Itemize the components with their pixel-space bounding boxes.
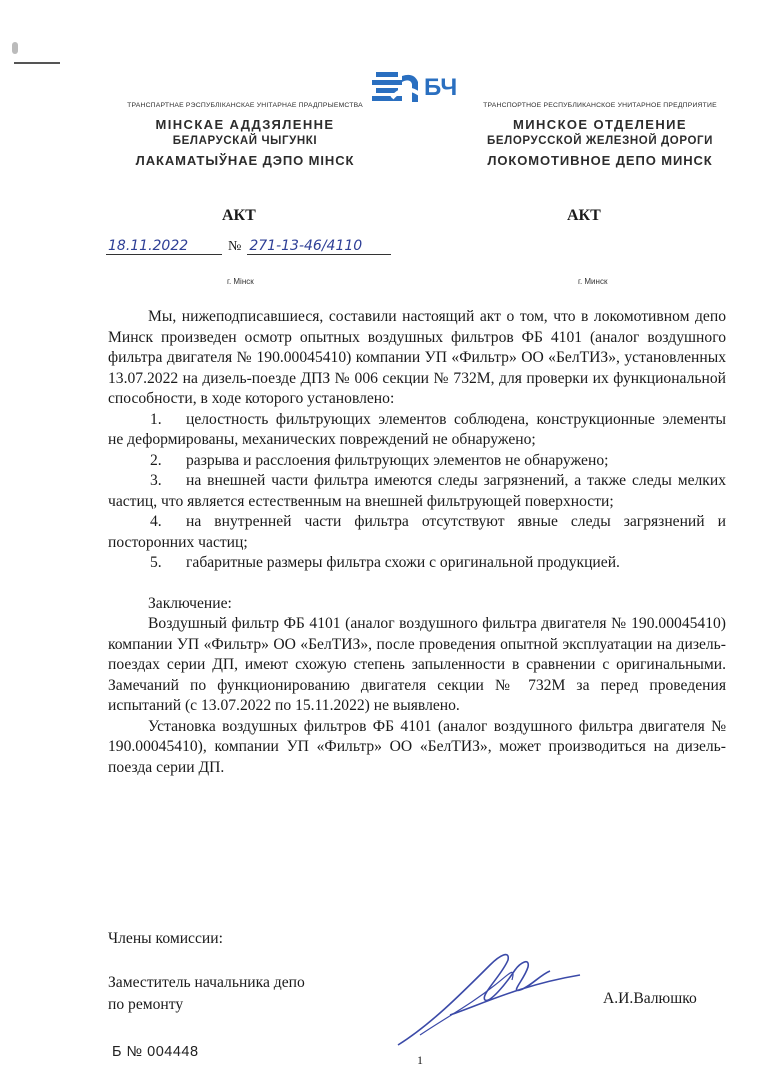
act-date: 18.11.2022 (106, 238, 222, 255)
list-item: 5. габаритные размеры фильтра схожи с оригинальной продукцией. (150, 554, 620, 571)
header-right (450, 102, 750, 171)
header-left-org-type: ТРАНСПАРТНАЕ РЭСПУБЛІКАНСКАЕ УНІТАРНАЕ ПРАДПРЫЕМСТВА (127, 102, 363, 109)
act-body (108, 307, 726, 778)
signatory-position (108, 972, 305, 1016)
city-left: г. Мінск (227, 277, 254, 286)
scan-line (14, 62, 60, 64)
list-item: 3. на внешней части фильтра имеются следы загрязнений, а также следы мелких частиц, что является естественным на внешней фильтрующей поверхности; (108, 472, 726, 510)
header-right-branch: МИНСКОЕ ОТДЕЛЕНИЕ (513, 117, 687, 132)
signatory-name: А.И.Валюшко (603, 990, 697, 1007)
header-left (100, 102, 390, 171)
recommendation-paragraph: Установка воздушных фильтров ФБ 4101 (аналог воздушного фильтра двигателя № 190.00045410), компании УП «Фильтр» ОО «БелТИЗ», может производиться на дизель-поезда серии ДП. (108, 717, 726, 776)
header-right-org-type: ТРАНСПОРТНОЕ РЕСПУБЛИКАНСКОЕ УНИТАРНОЕ ПРЕДПРИЯТИЕ (483, 102, 717, 109)
header-right-depot: ЛОКОМОТИВНОЕ ДЕПО МИНСК (487, 153, 713, 168)
header-left-branch: МІНСКАЕ АДДЗЯЛЕННЕ (155, 117, 335, 132)
act-title-left: АКТ (222, 207, 256, 224)
scan-mark (12, 42, 18, 54)
conclusion-paragraph: Воздушный фильтр ФБ 4101 (аналог воздушного фильтра двигателя № 190.00045410) компании УП «Фильтр» ОО «БелТИЗ», после проведения опытной эксплуатации на дизель-поездах серии ДП, имеют схожую степень запыленности в сравнении с оригинальными. Замечаний по функционированию двигателя секции № 732М за перед проведения испытаний (с 13.07.2022 по 15.11.2022) не выявлено. (108, 615, 726, 714)
page-number: 1 (417, 1053, 423, 1067)
list-item: 4. на внутренней части фильтра отсутствуют явные следы загрязнений и посторонних частиц; (108, 513, 726, 551)
header-left-depot: ЛАКАМАТЫЎНАЕ ДЭПО МІНСК (135, 153, 355, 168)
position-line-2: по ремонту (108, 996, 184, 1013)
list-item: 1. целостность фильтрующих элементов соблюдена, конструкционные элементы не деформированы, механических повреждений не обнаружено; (108, 410, 726, 448)
handwritten-signature (390, 945, 590, 1055)
act-title-right: АКТ (567, 207, 601, 224)
registration-line (106, 238, 391, 255)
act-number: 271-13-46/4110 (247, 238, 391, 255)
list-item: 2. разрыва и расслоения фильтрующих элементов не обнаружено; (150, 451, 609, 469)
conclusion-title: Заключение: (148, 594, 232, 612)
header-left-railway: БЕЛАРУСКАЙ ЧЫГУНКІ (172, 135, 318, 147)
city-right: г. Минск (578, 277, 608, 286)
svg-text:БЧ: БЧ (424, 74, 458, 101)
number-sign: № (228, 239, 242, 254)
form-serial-number: Б № 004448 (112, 1044, 199, 1060)
members-title: Члены комиссии: (108, 930, 223, 947)
header-right-railway: БЕЛОРУССКОЙ ЖЕЛЕЗНОЙ ДОРОГИ (487, 135, 713, 147)
position-line-1: Заместитель начальника депо (108, 974, 305, 991)
intro-paragraph: Мы, нижеподписавшиеся, составили настоящий акт о том, что в локомотивном депо Минск произведен осмотр опытных воздушных фильтров ФБ 4101 (аналог воздушного фильтра двигателя № 190.00045410) компании УП «Фильтр» ОО «БелТИЗ», установленных 13.07.2022 на дизель-поезде ДПЗ № 006 секции № 732М, для проверки их функциональной способности, в ходе которого установлено: (108, 308, 726, 407)
